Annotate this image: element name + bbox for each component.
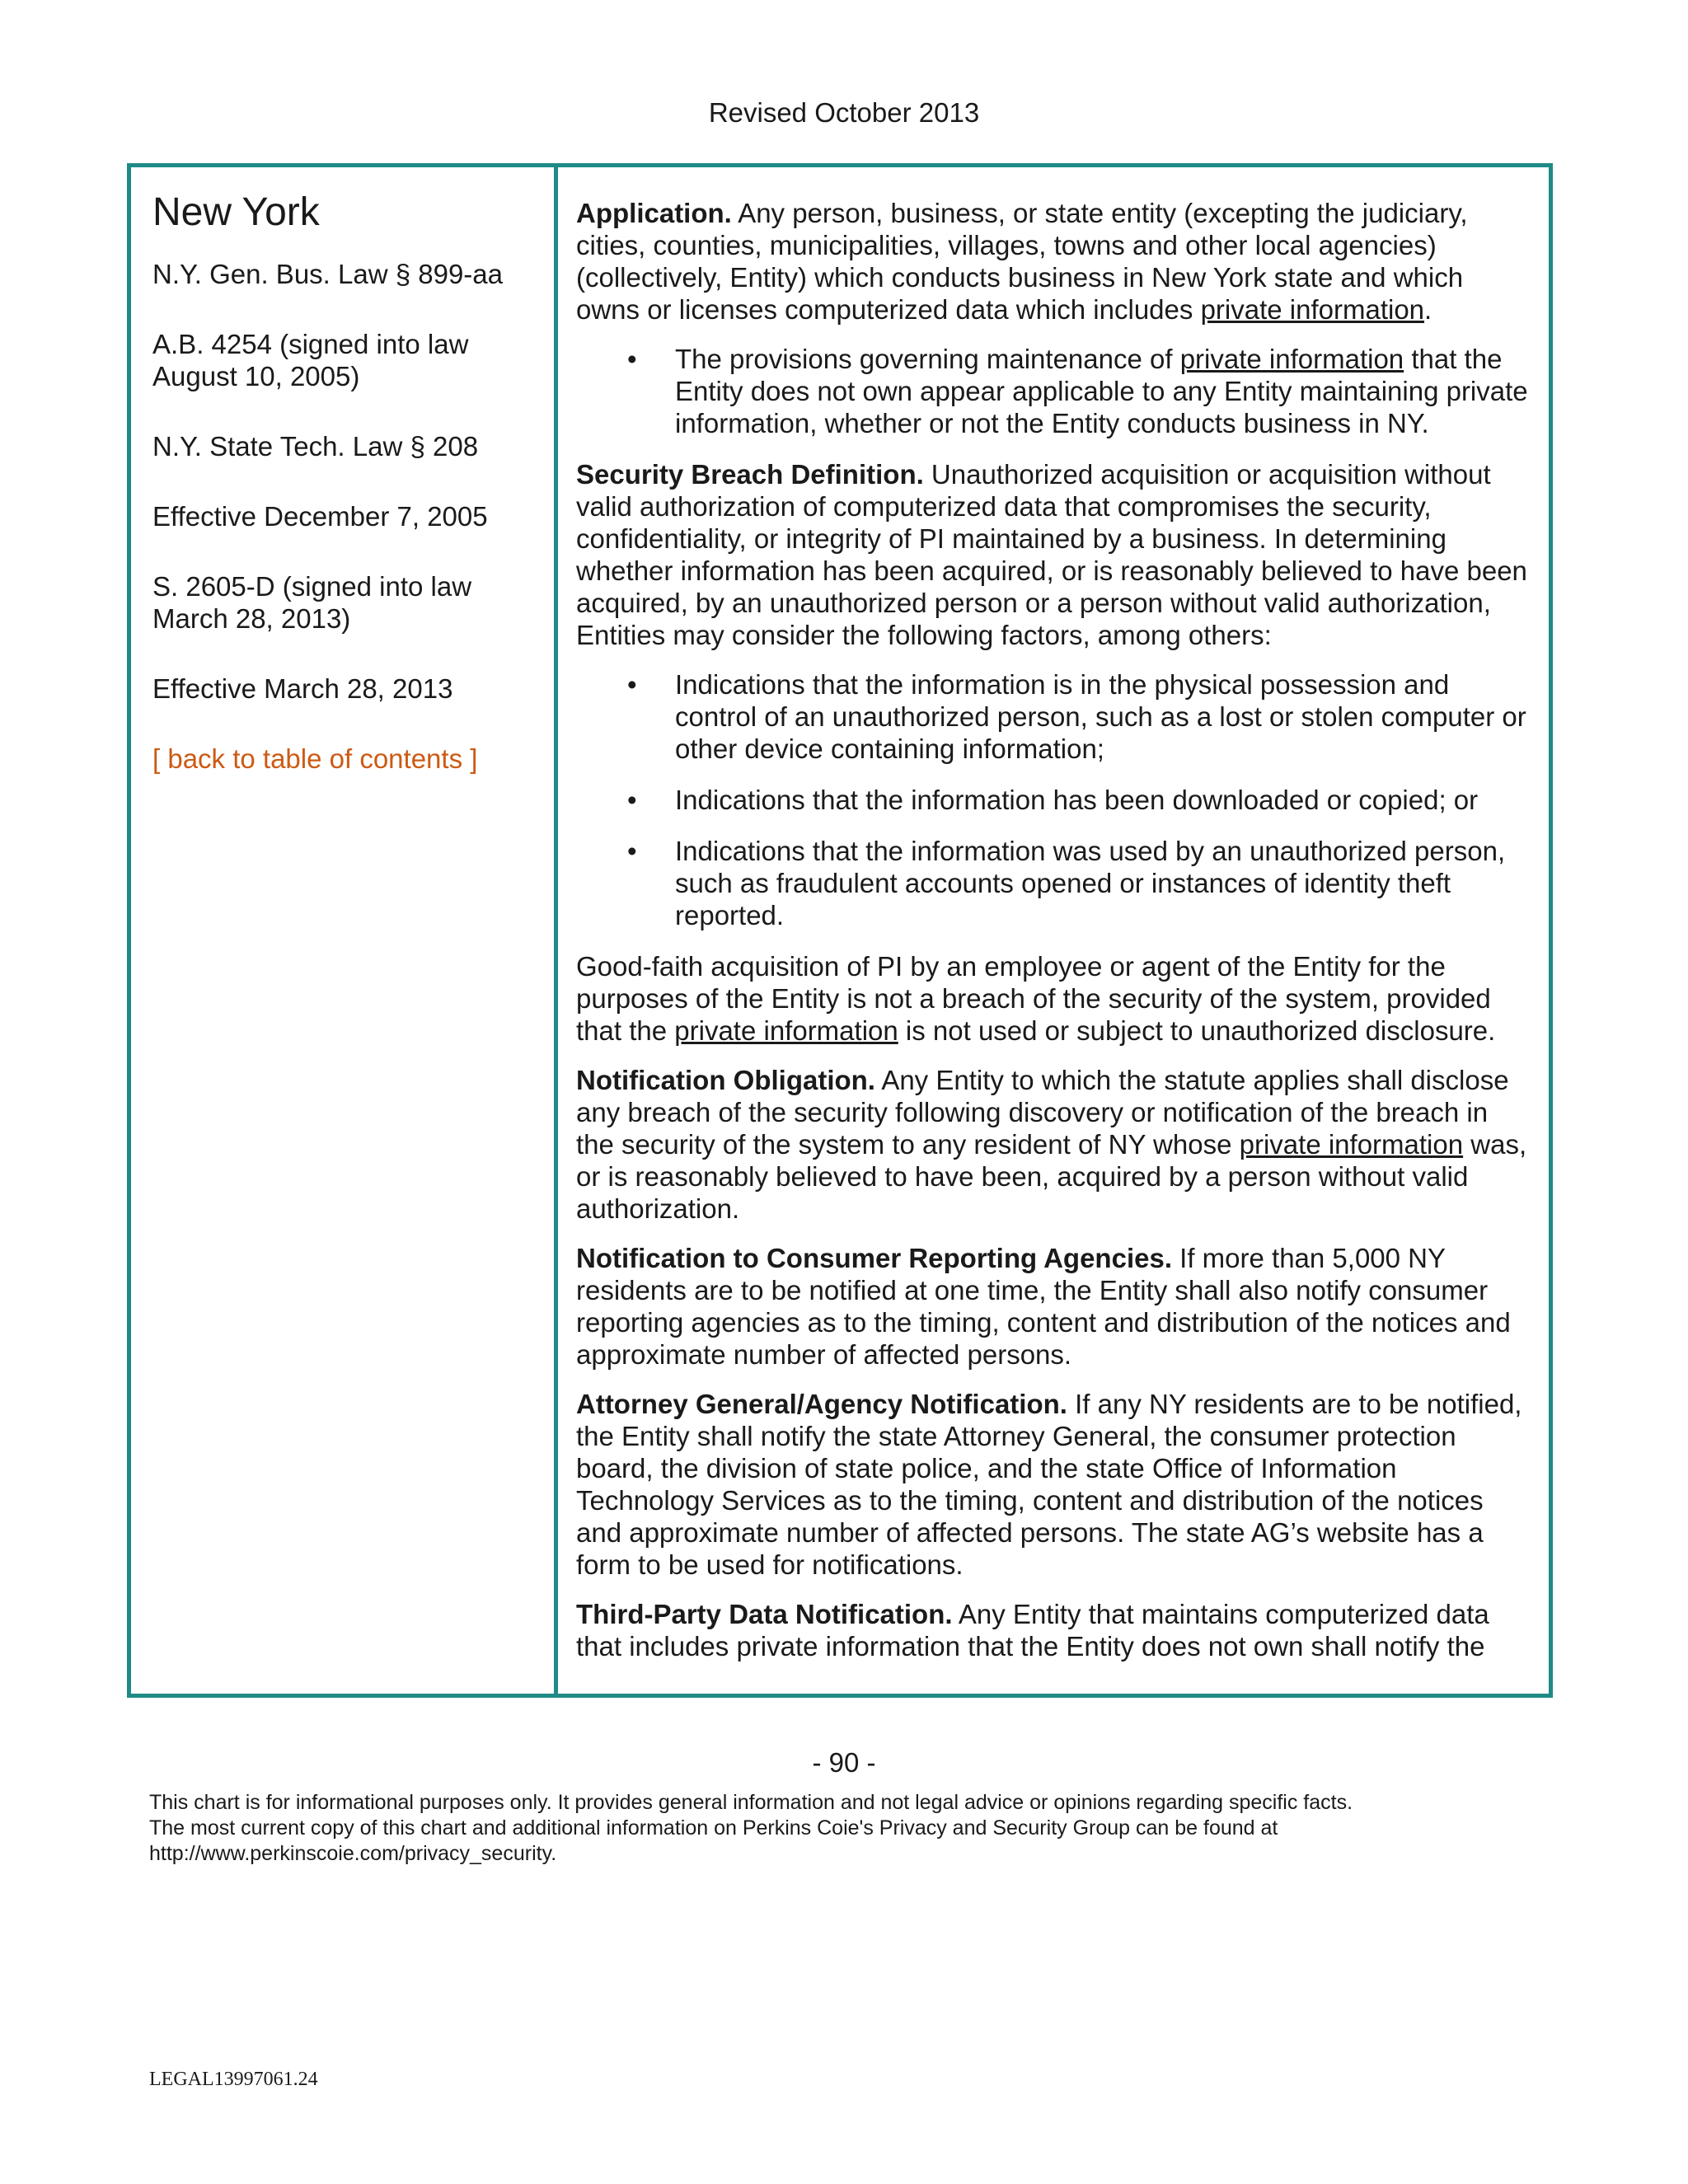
third-party-paragraph (576, 1598, 1531, 1662)
breach-definition-text: Unauthorized acquisition or acquisition without valid authorization of computerized data that compromises the security, confidentiality, or integrity of PI maintained by a business. In determining whether information has been acquired, or is reasonably believed to have been acquired, by an unauthorized person or a person without valid authorization, Entities may consider the following factors, among others: (576, 459, 1527, 650)
application-heading: Application. (576, 198, 732, 228)
private-information-link: private information (674, 1015, 898, 1046)
notification-obligation-text: Any Entity to which the statute applies shall disclose any breach of the security following discovery or notification of the breach in the security of the system to any resident of NY whose (576, 1065, 1509, 1160)
consumer-reporting-paragraph (576, 1242, 1531, 1371)
footer-line: http://www.perkinscoie.com/privacy_security. (149, 1842, 557, 1865)
breach-definition-heading: Security Breach Definition. (576, 459, 924, 490)
disclaimer-footer (149, 1790, 1550, 1867)
application-bullet-list (576, 343, 1531, 439)
breach-definition-paragraph (576, 458, 1531, 651)
statute-details-column (558, 167, 1549, 1694)
list-item: • Indications that the information was used by an unauthorized person, such as fraudulent accounts opened or instances of identity theft reported. (576, 835, 1531, 931)
application-text-end: . (1424, 294, 1432, 325)
consumer-reporting-heading: Notification to Consumer Reporting Agencies. (576, 1243, 1172, 1273)
list-item: • Indications that the information has been downloaded or copied; or (576, 784, 1531, 816)
good-faith-paragraph (576, 950, 1531, 1047)
breach-factors-list (576, 668, 1531, 931)
third-party-text: Any Entity that maintains computerized data that includes private information that the Entity does not own shall notify the (576, 1599, 1489, 1661)
footer-line: This chart is for informational purposes only. It provides general information and not legal advice or opinions regarding specific facts. (149, 1791, 1353, 1814)
third-party-heading: Third-Party Data Notification. (576, 1599, 953, 1629)
private-information-link: private information (1179, 344, 1404, 374)
notification-obligation-paragraph (576, 1064, 1531, 1225)
application-paragraph (576, 197, 1531, 326)
state-title: New York (152, 190, 320, 234)
notification-obligation-text-end: was, or is reasonably believed to have been, acquired by a person without valid authorization. (576, 1129, 1527, 1224)
list-item (576, 343, 1531, 439)
page-number: - 90 - (812, 1747, 876, 1778)
effective-date-2013: Effective March 28, 2013 (152, 673, 453, 704)
notification-obligation-heading: Notification Obligation. (576, 1065, 875, 1095)
effective-date-2005: Effective December 7, 2005 (152, 500, 488, 532)
document-id: LEGAL13997061.24 (149, 2069, 318, 2090)
back-to-toc-link[interactable]: [ back to table of contents ] (152, 743, 478, 774)
private-information-link: private information (1239, 1129, 1464, 1160)
citation-state-tech-law: N.Y. State Tech. Law § 208 (152, 430, 479, 462)
private-information-link: private information (1200, 294, 1425, 325)
citation-ab-4254: A.B. 4254 (signed into law August 10, 2005) (152, 328, 469, 391)
good-faith-text-end: is not used or subject to unauthorized disclosure. (898, 1015, 1496, 1046)
state-table (127, 163, 1553, 1698)
good-faith-text: Good-faith acquisition of PI by an employee or agent of the Entity for the purposes of the Entity is not a breach of the security of the system, provided that the (576, 951, 1491, 1046)
revision-header: Revised October 2013 (708, 97, 980, 128)
application-text: Any person, business, or state entity (excepting the judiciary, cities, counties, municipalities, villages, towns and other local agencies) (collectively, Entity) which conducts business in New York state and which owns or licenses computerized data which includes (576, 198, 1468, 325)
consumer-reporting-text: If more than 5,000 NY residents are to be notified at one time, the Entity shall also notify consumer reporting agencies as to the timing, content and distribution of the notices and approximate number of affected persons. (576, 1243, 1511, 1370)
ag-notification-paragraph (576, 1388, 1531, 1581)
citation-gen-bus-law: N.Y. Gen. Bus. Law § 899-aa (152, 258, 503, 289)
state-info-column (131, 167, 554, 1694)
bullet-text-end: that the Entity does not own appear applicable to any Entity maintaining private information, whether or not the Entity conducts business in NY. (675, 344, 1528, 438)
ag-notification-heading: Attorney General/Agency Notification. (576, 1389, 1067, 1419)
footer-line: The most current copy of this chart and additional information on Perkins Coie's Privacy and Security Group can be found at (149, 1816, 1278, 1840)
ag-notification-text: If any NY residents are to be notified, the Entity shall notify the state Attorney General, the consumer protection board, the division of state police, and the state Office of Information Technology Services as to the timing, content and distribution of the notices and approximate number of affected persons. The state AG’s website has a form to be used for notifications. (576, 1389, 1522, 1580)
list-item: • Indications that the information is in the physical possession and control of an unauthorized person, such as a lost or stolen computer or other device containing information; (576, 668, 1531, 765)
bullet-text: The provisions governing maintenance of (675, 344, 1180, 374)
citation-s-2605-d: S. 2605-D (signed into law March 28, 2013) (152, 570, 472, 634)
